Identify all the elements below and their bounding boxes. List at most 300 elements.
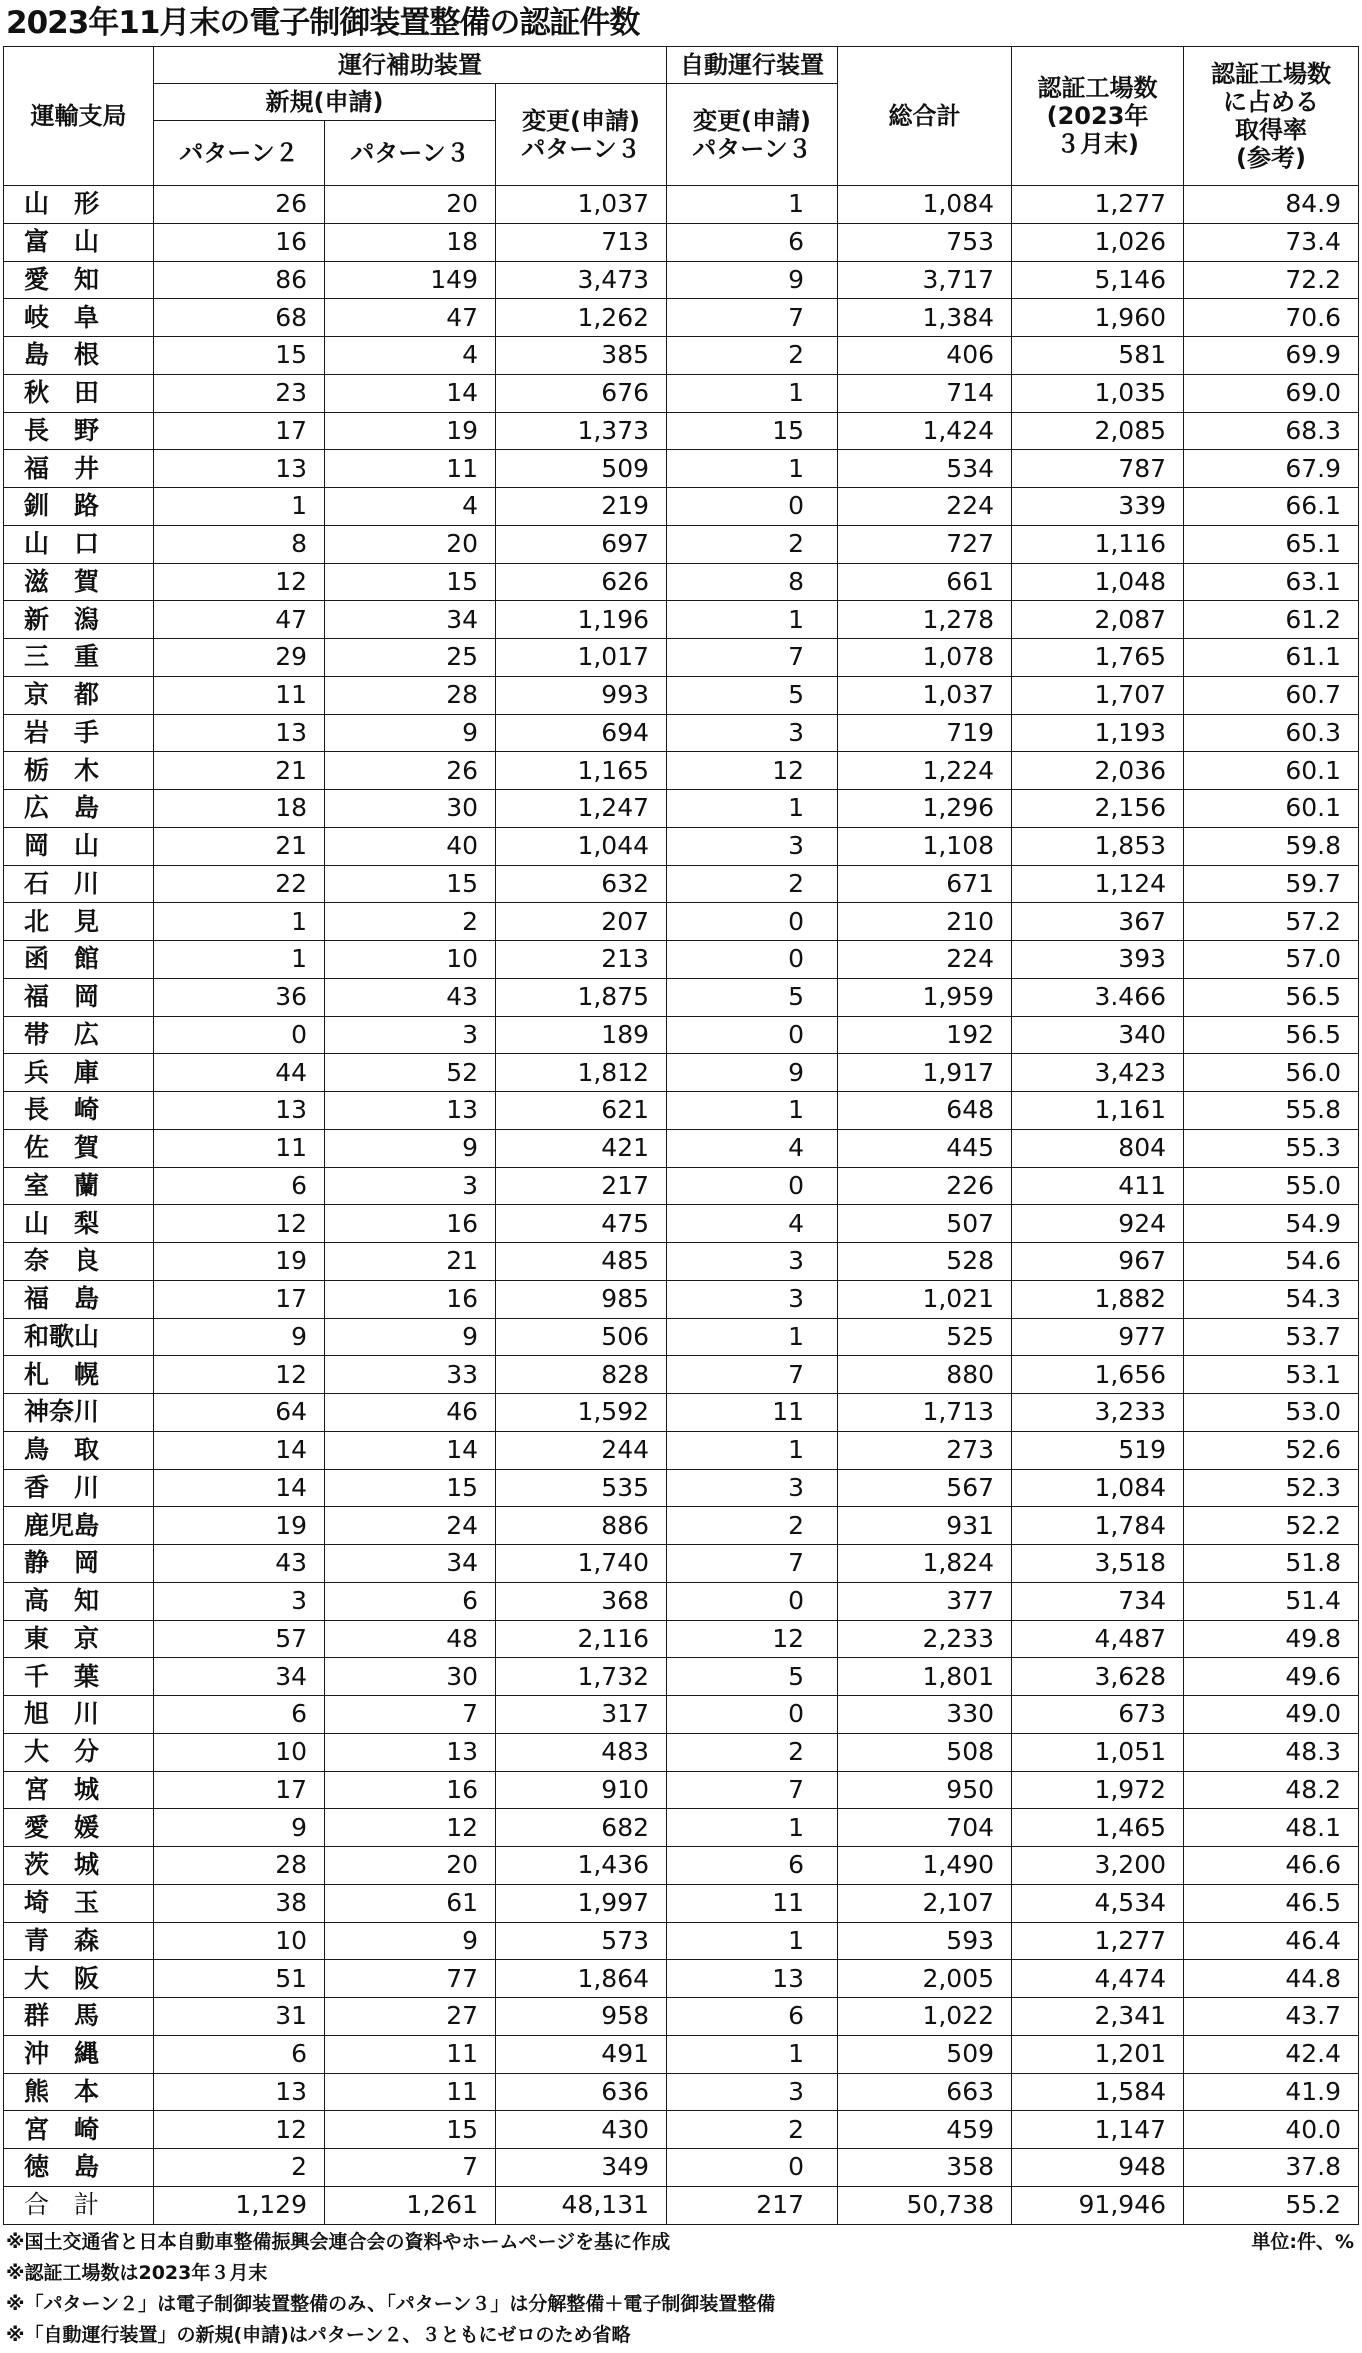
rate-cell: 55.8 <box>1184 1092 1359 1130</box>
pattern3-cell: 9 <box>325 1129 496 1167</box>
total-cell: 507 <box>838 1205 1012 1243</box>
total-cell: 358 <box>838 2149 1012 2187</box>
factories-cell: 1,656 <box>1012 1356 1184 1394</box>
change-cell: 207 <box>496 903 667 941</box>
total-cell: 273 <box>838 1431 1012 1469</box>
pattern2-cell: 13 <box>154 2073 325 2111</box>
auto-cell: 1 <box>667 1922 838 1960</box>
change-cell: 1,017 <box>496 639 667 677</box>
pattern2-cell: 17 <box>154 1771 325 1809</box>
total-cell: 330 <box>838 1696 1012 1734</box>
total-cell: 1,824 <box>838 1545 1012 1583</box>
table-row <box>4 1129 1359 1167</box>
bureau-cell: 高 知 <box>4 1582 154 1620</box>
pattern2-cell: 64 <box>154 1394 325 1432</box>
footer-notes <box>6 2227 1356 2351</box>
bureau-cell: 長 野 <box>4 412 154 450</box>
rate-cell: 60.3 <box>1184 714 1359 752</box>
rate-cell: 60.1 <box>1184 790 1359 828</box>
factories-cell: 1,853 <box>1012 827 1184 865</box>
rate-cell: 69.9 <box>1184 337 1359 375</box>
change-cell: 2,116 <box>496 1620 667 1658</box>
pattern2-cell: 47 <box>154 601 325 639</box>
header-rate-line3: 取得率 <box>1235 116 1308 144</box>
auto-cell: 13 <box>667 1960 838 1998</box>
auto-cell: 0 <box>667 903 838 941</box>
auto-cell: 7 <box>667 1545 838 1583</box>
rate-cell: 55.0 <box>1184 1167 1359 1205</box>
auto-cell: 1 <box>667 1431 838 1469</box>
page-title: 2023年11月末の電子制御装置整備の認証件数 <box>6 5 640 41</box>
change-cell: 1,997 <box>496 1884 667 1922</box>
pattern2-cell: 23 <box>154 374 325 412</box>
pattern3-cell: 46 <box>325 1394 496 1432</box>
change-cell: 886 <box>496 1507 667 1545</box>
pattern3-cell: 77 <box>325 1960 496 1998</box>
bureau-cell: 山 梨 <box>4 1205 154 1243</box>
rate-cell: 55.2 <box>1184 2186 1359 2224</box>
auto-cell: 4 <box>667 1129 838 1167</box>
total-cell: 2,233 <box>838 1620 1012 1658</box>
table-row <box>4 337 1359 375</box>
factories-cell: 1,960 <box>1012 299 1184 337</box>
pattern2-cell: 51 <box>154 1960 325 1998</box>
pattern2-cell: 1 <box>154 941 325 979</box>
rate-cell: 44.8 <box>1184 1960 1359 1998</box>
total-cell: 226 <box>838 1167 1012 1205</box>
bureau-cell: 山 口 <box>4 525 154 563</box>
rate-cell: 55.3 <box>1184 1129 1359 1167</box>
bureau-cell: 群 馬 <box>4 1998 154 2036</box>
bureau-cell: 宮 崎 <box>4 2111 154 2149</box>
auto-cell: 1 <box>667 601 838 639</box>
total-cell: 1,224 <box>838 752 1012 790</box>
bureau-cell: 三 重 <box>4 639 154 677</box>
factories-cell: 1,161 <box>1012 1092 1184 1130</box>
rate-cell: 67.9 <box>1184 450 1359 488</box>
certification-table <box>3 46 1359 2225</box>
header-total: 総合計 <box>838 47 1012 186</box>
bureau-cell: 合 計 <box>4 2186 154 2224</box>
bureau-cell: 熊 本 <box>4 2073 154 2111</box>
factories-cell: 1,584 <box>1012 2073 1184 2111</box>
bureau-cell: 京 都 <box>4 676 154 714</box>
rate-cell: 43.7 <box>1184 1998 1359 2036</box>
auto-cell: 2 <box>667 1733 838 1771</box>
auto-cell: 2 <box>667 525 838 563</box>
rate-cell: 52.3 <box>1184 1469 1359 1507</box>
rate-cell: 54.3 <box>1184 1280 1359 1318</box>
total-cell: 727 <box>838 525 1012 563</box>
table-row <box>4 2073 1359 2111</box>
total-cell: 1,278 <box>838 601 1012 639</box>
bureau-cell: 千 葉 <box>4 1658 154 1696</box>
factories-cell: 3,628 <box>1012 1658 1184 1696</box>
total-cell: 534 <box>838 450 1012 488</box>
pattern2-cell: 19 <box>154 1243 325 1281</box>
auto-cell: 4 <box>667 1205 838 1243</box>
auto-cell: 6 <box>667 223 838 261</box>
factories-cell: 1,124 <box>1012 865 1184 903</box>
table-row <box>4 752 1359 790</box>
pattern3-cell: 40 <box>325 827 496 865</box>
pattern3-cell: 20 <box>325 525 496 563</box>
change-cell: 1,864 <box>496 1960 667 1998</box>
auto-cell: 12 <box>667 1620 838 1658</box>
total-row <box>4 2186 1359 2224</box>
total-cell: 1,917 <box>838 1054 1012 1092</box>
bureau-cell: 釧 路 <box>4 488 154 526</box>
pattern3-cell: 20 <box>325 186 496 224</box>
factories-cell: 3.466 <box>1012 978 1184 1016</box>
auto-cell: 3 <box>667 714 838 752</box>
pattern2-cell: 36 <box>154 978 325 1016</box>
bureau-cell: 兵 庫 <box>4 1054 154 1092</box>
pattern3-cell: 43 <box>325 978 496 1016</box>
total-cell: 3,717 <box>838 261 1012 299</box>
change-cell: 475 <box>496 1205 667 1243</box>
footnote: ※認証工場数は2023年３月末 <box>6 2262 268 2284</box>
rate-cell: 61.2 <box>1184 601 1359 639</box>
bureau-cell: 富 山 <box>4 223 154 261</box>
auto-cell: 1 <box>667 1092 838 1130</box>
header-change <box>496 84 667 186</box>
table-row <box>4 1092 1359 1130</box>
factories-cell: 339 <box>1012 488 1184 526</box>
table-body <box>4 186 1359 2225</box>
change-cell: 189 <box>496 1016 667 1054</box>
rate-cell: 61.1 <box>1184 639 1359 677</box>
change-cell: 421 <box>496 1129 667 1167</box>
rate-cell: 56.5 <box>1184 978 1359 1016</box>
pattern2-cell: 22 <box>154 865 325 903</box>
pattern3-cell: 15 <box>325 1469 496 1507</box>
factories-cell: 1,707 <box>1012 676 1184 714</box>
change-cell: 349 <box>496 2149 667 2187</box>
table-row <box>4 1431 1359 1469</box>
bureau-cell: 広 島 <box>4 790 154 828</box>
pattern3-cell: 25 <box>325 639 496 677</box>
table-row <box>4 2111 1359 2149</box>
header-pattern2: パターン２ <box>154 121 325 186</box>
bureau-cell: 福 岡 <box>4 978 154 1016</box>
factories-cell: 1,193 <box>1012 714 1184 752</box>
table-row <box>4 790 1359 828</box>
factories-cell: 924 <box>1012 1205 1184 1243</box>
pattern3-cell: 2 <box>325 903 496 941</box>
factories-cell: 2,156 <box>1012 790 1184 828</box>
pattern2-cell: 2 <box>154 2149 325 2187</box>
auto-cell: 217 <box>667 2186 838 2224</box>
auto-cell: 1 <box>667 1318 838 1356</box>
rate-cell: 46.5 <box>1184 1884 1359 1922</box>
total-cell: 224 <box>838 941 1012 979</box>
table-row <box>4 525 1359 563</box>
pattern2-cell: 3 <box>154 1582 325 1620</box>
pattern3-cell: 13 <box>325 1092 496 1130</box>
factories-cell: 3,200 <box>1012 1847 1184 1885</box>
change-cell: 1,165 <box>496 752 667 790</box>
total-cell: 459 <box>838 2111 1012 2149</box>
change-cell: 535 <box>496 1469 667 1507</box>
total-cell: 704 <box>838 1809 1012 1847</box>
total-cell: 508 <box>838 1733 1012 1771</box>
rate-cell: 68.3 <box>1184 412 1359 450</box>
pattern3-cell: 14 <box>325 374 496 412</box>
table-row <box>4 676 1359 714</box>
table-row <box>4 978 1359 1016</box>
factories-cell: 967 <box>1012 1243 1184 1281</box>
factories-cell: 673 <box>1012 1696 1184 1734</box>
bureau-cell: 和歌山 <box>4 1318 154 1356</box>
pattern2-cell: 10 <box>154 1733 325 1771</box>
table-row <box>4 1356 1359 1394</box>
pattern3-cell: 24 <box>325 1507 496 1545</box>
total-cell: 753 <box>838 223 1012 261</box>
auto-cell: 1 <box>667 2035 838 2073</box>
bureau-cell: 宮 城 <box>4 1771 154 1809</box>
factories-cell: 1,277 <box>1012 1922 1184 1960</box>
change-cell: 491 <box>496 2035 667 2073</box>
pattern3-cell: 7 <box>325 1696 496 1734</box>
table-row <box>4 1167 1359 1205</box>
table-row <box>4 865 1359 903</box>
pattern3-cell: 30 <box>325 1658 496 1696</box>
pattern3-cell: 15 <box>325 563 496 601</box>
auto-cell: 7 <box>667 639 838 677</box>
change-cell: 697 <box>496 525 667 563</box>
table-row <box>4 488 1359 526</box>
pattern3-cell: 3 <box>325 1167 496 1205</box>
bureau-cell: 鹿児島 <box>4 1507 154 1545</box>
table-row <box>4 1054 1359 1092</box>
footnote: ※「パターン２」は電子制御装置整備のみ、「パターン３」は分解整備＋電子制御装置整備 <box>6 2293 776 2315</box>
header-group-assist: 運行補助装置 <box>154 47 667 84</box>
auto-cell: 5 <box>667 1658 838 1696</box>
rate-cell: 69.0 <box>1184 374 1359 412</box>
factories-cell: 1,035 <box>1012 374 1184 412</box>
pattern3-cell: 34 <box>325 1545 496 1583</box>
pattern2-cell: 1 <box>154 488 325 526</box>
factories-cell: 1,277 <box>1012 186 1184 224</box>
total-cell: 1,384 <box>838 299 1012 337</box>
auto-cell: 1 <box>667 374 838 412</box>
auto-cell: 0 <box>667 1167 838 1205</box>
header-auto-line1: 変更(申請) <box>693 106 811 135</box>
auto-cell: 8 <box>667 563 838 601</box>
total-cell: 950 <box>838 1771 1012 1809</box>
pattern3-cell: 3 <box>325 1016 496 1054</box>
pattern3-cell: 61 <box>325 1884 496 1922</box>
auto-cell: 0 <box>667 488 838 526</box>
change-cell: 483 <box>496 1733 667 1771</box>
pattern2-cell: 11 <box>154 676 325 714</box>
pattern2-cell: 86 <box>154 261 325 299</box>
table-row <box>4 2149 1359 2187</box>
rate-cell: 48.3 <box>1184 1733 1359 1771</box>
header-auto-line2: パターン３ <box>692 134 812 163</box>
pattern3-cell: 7 <box>325 2149 496 2187</box>
header-change-line2: パターン３ <box>521 134 641 163</box>
header-rate-line2: に占める <box>1223 88 1320 116</box>
table-row <box>4 1771 1359 1809</box>
total-cell: 880 <box>838 1356 1012 1394</box>
change-cell: 1,740 <box>496 1545 667 1583</box>
bureau-cell: 北 見 <box>4 903 154 941</box>
bureau-cell: 大 分 <box>4 1733 154 1771</box>
header-factories-line2: (2023年 <box>1046 102 1149 130</box>
pattern3-cell: 11 <box>325 450 496 488</box>
pattern3-cell: 16 <box>325 1205 496 1243</box>
pattern2-cell: 6 <box>154 1167 325 1205</box>
pattern3-cell: 20 <box>325 1847 496 1885</box>
auto-cell: 12 <box>667 752 838 790</box>
pattern2-cell: 8 <box>154 525 325 563</box>
auto-cell: 7 <box>667 299 838 337</box>
pattern2-cell: 17 <box>154 412 325 450</box>
bureau-cell: 長 崎 <box>4 1092 154 1130</box>
change-cell: 1,436 <box>496 1847 667 1885</box>
pattern3-cell: 18 <box>325 223 496 261</box>
total-cell: 1,801 <box>838 1658 1012 1696</box>
table-row <box>4 1205 1359 1243</box>
table-row <box>4 412 1359 450</box>
rate-cell: 49.8 <box>1184 1620 1359 1658</box>
rate-cell: 60.1 <box>1184 752 1359 790</box>
bureau-cell: 愛 知 <box>4 261 154 299</box>
bureau-cell: 旭 川 <box>4 1696 154 1734</box>
auto-cell: 3 <box>667 1469 838 1507</box>
rate-cell: 66.1 <box>1184 488 1359 526</box>
bureau-cell: 滋 賀 <box>4 563 154 601</box>
total-cell: 1,084 <box>838 186 1012 224</box>
total-cell: 593 <box>838 1922 1012 1960</box>
total-cell: 663 <box>838 2073 1012 2111</box>
pattern2-cell: 12 <box>154 563 325 601</box>
change-cell: 573 <box>496 1922 667 1960</box>
pattern3-cell: 9 <box>325 1922 496 1960</box>
total-cell: 509 <box>838 2035 1012 2073</box>
change-cell: 1,247 <box>496 790 667 828</box>
auto-cell: 0 <box>667 941 838 979</box>
table-row <box>4 186 1359 224</box>
auto-cell: 5 <box>667 978 838 1016</box>
factories-cell: 2,036 <box>1012 752 1184 790</box>
pattern3-cell: 6 <box>325 1582 496 1620</box>
bureau-cell: 佐 賀 <box>4 1129 154 1167</box>
table-row <box>4 1960 1359 1998</box>
table-row <box>4 299 1359 337</box>
rate-cell: 54.6 <box>1184 1243 1359 1281</box>
change-cell: 317 <box>496 1696 667 1734</box>
pattern2-cell: 14 <box>154 1431 325 1469</box>
table-row <box>4 1998 1359 2036</box>
rate-cell: 48.2 <box>1184 1771 1359 1809</box>
auto-cell: 7 <box>667 1356 838 1394</box>
factories-cell: 519 <box>1012 1431 1184 1469</box>
total-cell: 1,108 <box>838 827 1012 865</box>
change-cell: 682 <box>496 1809 667 1847</box>
total-cell: 2,107 <box>838 1884 1012 1922</box>
pattern3-cell: 16 <box>325 1280 496 1318</box>
bureau-cell: 神奈川 <box>4 1394 154 1432</box>
factories-cell: 734 <box>1012 1582 1184 1620</box>
change-cell: 910 <box>496 1771 667 1809</box>
table-row <box>4 1469 1359 1507</box>
table-row <box>4 450 1359 488</box>
table-row <box>4 639 1359 677</box>
pattern2-cell: 13 <box>154 450 325 488</box>
header-pattern3: パターン３ <box>325 121 496 186</box>
factories-cell: 1,048 <box>1012 563 1184 601</box>
pattern2-cell: 12 <box>154 1205 325 1243</box>
bureau-cell: 室 蘭 <box>4 1167 154 1205</box>
pattern2-cell: 1,129 <box>154 2186 325 2224</box>
rate-cell: 54.9 <box>1184 1205 1359 1243</box>
factories-cell: 1,972 <box>1012 1771 1184 1809</box>
bureau-cell: 奈 良 <box>4 1243 154 1281</box>
rate-cell: 52.2 <box>1184 1507 1359 1545</box>
total-cell: 1,713 <box>838 1394 1012 1432</box>
table-row <box>4 374 1359 412</box>
change-cell: 636 <box>496 2073 667 2111</box>
table-row <box>4 1318 1359 1356</box>
table-row <box>4 1733 1359 1771</box>
rate-cell: 57.0 <box>1184 941 1359 979</box>
total-cell: 567 <box>838 1469 1012 1507</box>
rate-cell: 56.5 <box>1184 1016 1359 1054</box>
total-cell: 1,021 <box>838 1280 1012 1318</box>
total-cell: 2,005 <box>838 1960 1012 1998</box>
pattern2-cell: 17 <box>154 1280 325 1318</box>
pattern3-cell: 11 <box>325 2035 496 2073</box>
rate-cell: 49.0 <box>1184 1696 1359 1734</box>
header-group-auto: 自動運行装置 <box>667 47 838 84</box>
rate-cell: 46.4 <box>1184 1922 1359 1960</box>
bureau-cell: 栃 木 <box>4 752 154 790</box>
rate-cell: 84.9 <box>1184 186 1359 224</box>
pattern3-cell: 26 <box>325 752 496 790</box>
header-factories-line1: 認証工場数 <box>1037 74 1158 102</box>
pattern2-cell: 44 <box>154 1054 325 1092</box>
change-cell: 430 <box>496 2111 667 2149</box>
rate-cell: 51.4 <box>1184 1582 1359 1620</box>
change-cell: 993 <box>496 676 667 714</box>
auto-cell: 1 <box>667 790 838 828</box>
factories-cell: 948 <box>1012 2149 1184 2187</box>
bureau-cell: 静 岡 <box>4 1545 154 1583</box>
rate-cell: 37.8 <box>1184 2149 1359 2187</box>
table-row <box>4 1620 1359 1658</box>
header-rate-line4: (参考) <box>1236 144 1306 172</box>
factories-cell: 1,882 <box>1012 1280 1184 1318</box>
auto-cell: 1 <box>667 450 838 488</box>
total-cell: 210 <box>838 903 1012 941</box>
change-cell: 213 <box>496 941 667 979</box>
bureau-cell: 埼 玉 <box>4 1884 154 1922</box>
pattern3-cell: 15 <box>325 865 496 903</box>
factories-cell: 804 <box>1012 1129 1184 1167</box>
table-row <box>4 1809 1359 1847</box>
pattern3-cell: 11 <box>325 2073 496 2111</box>
table-row <box>4 1658 1359 1696</box>
factories-cell: 4,534 <box>1012 1884 1184 1922</box>
bureau-cell: 岐 阜 <box>4 299 154 337</box>
change-cell: 713 <box>496 223 667 261</box>
pattern3-cell: 1,261 <box>325 2186 496 2224</box>
header-auto-change <box>667 84 838 186</box>
table-row <box>4 903 1359 941</box>
